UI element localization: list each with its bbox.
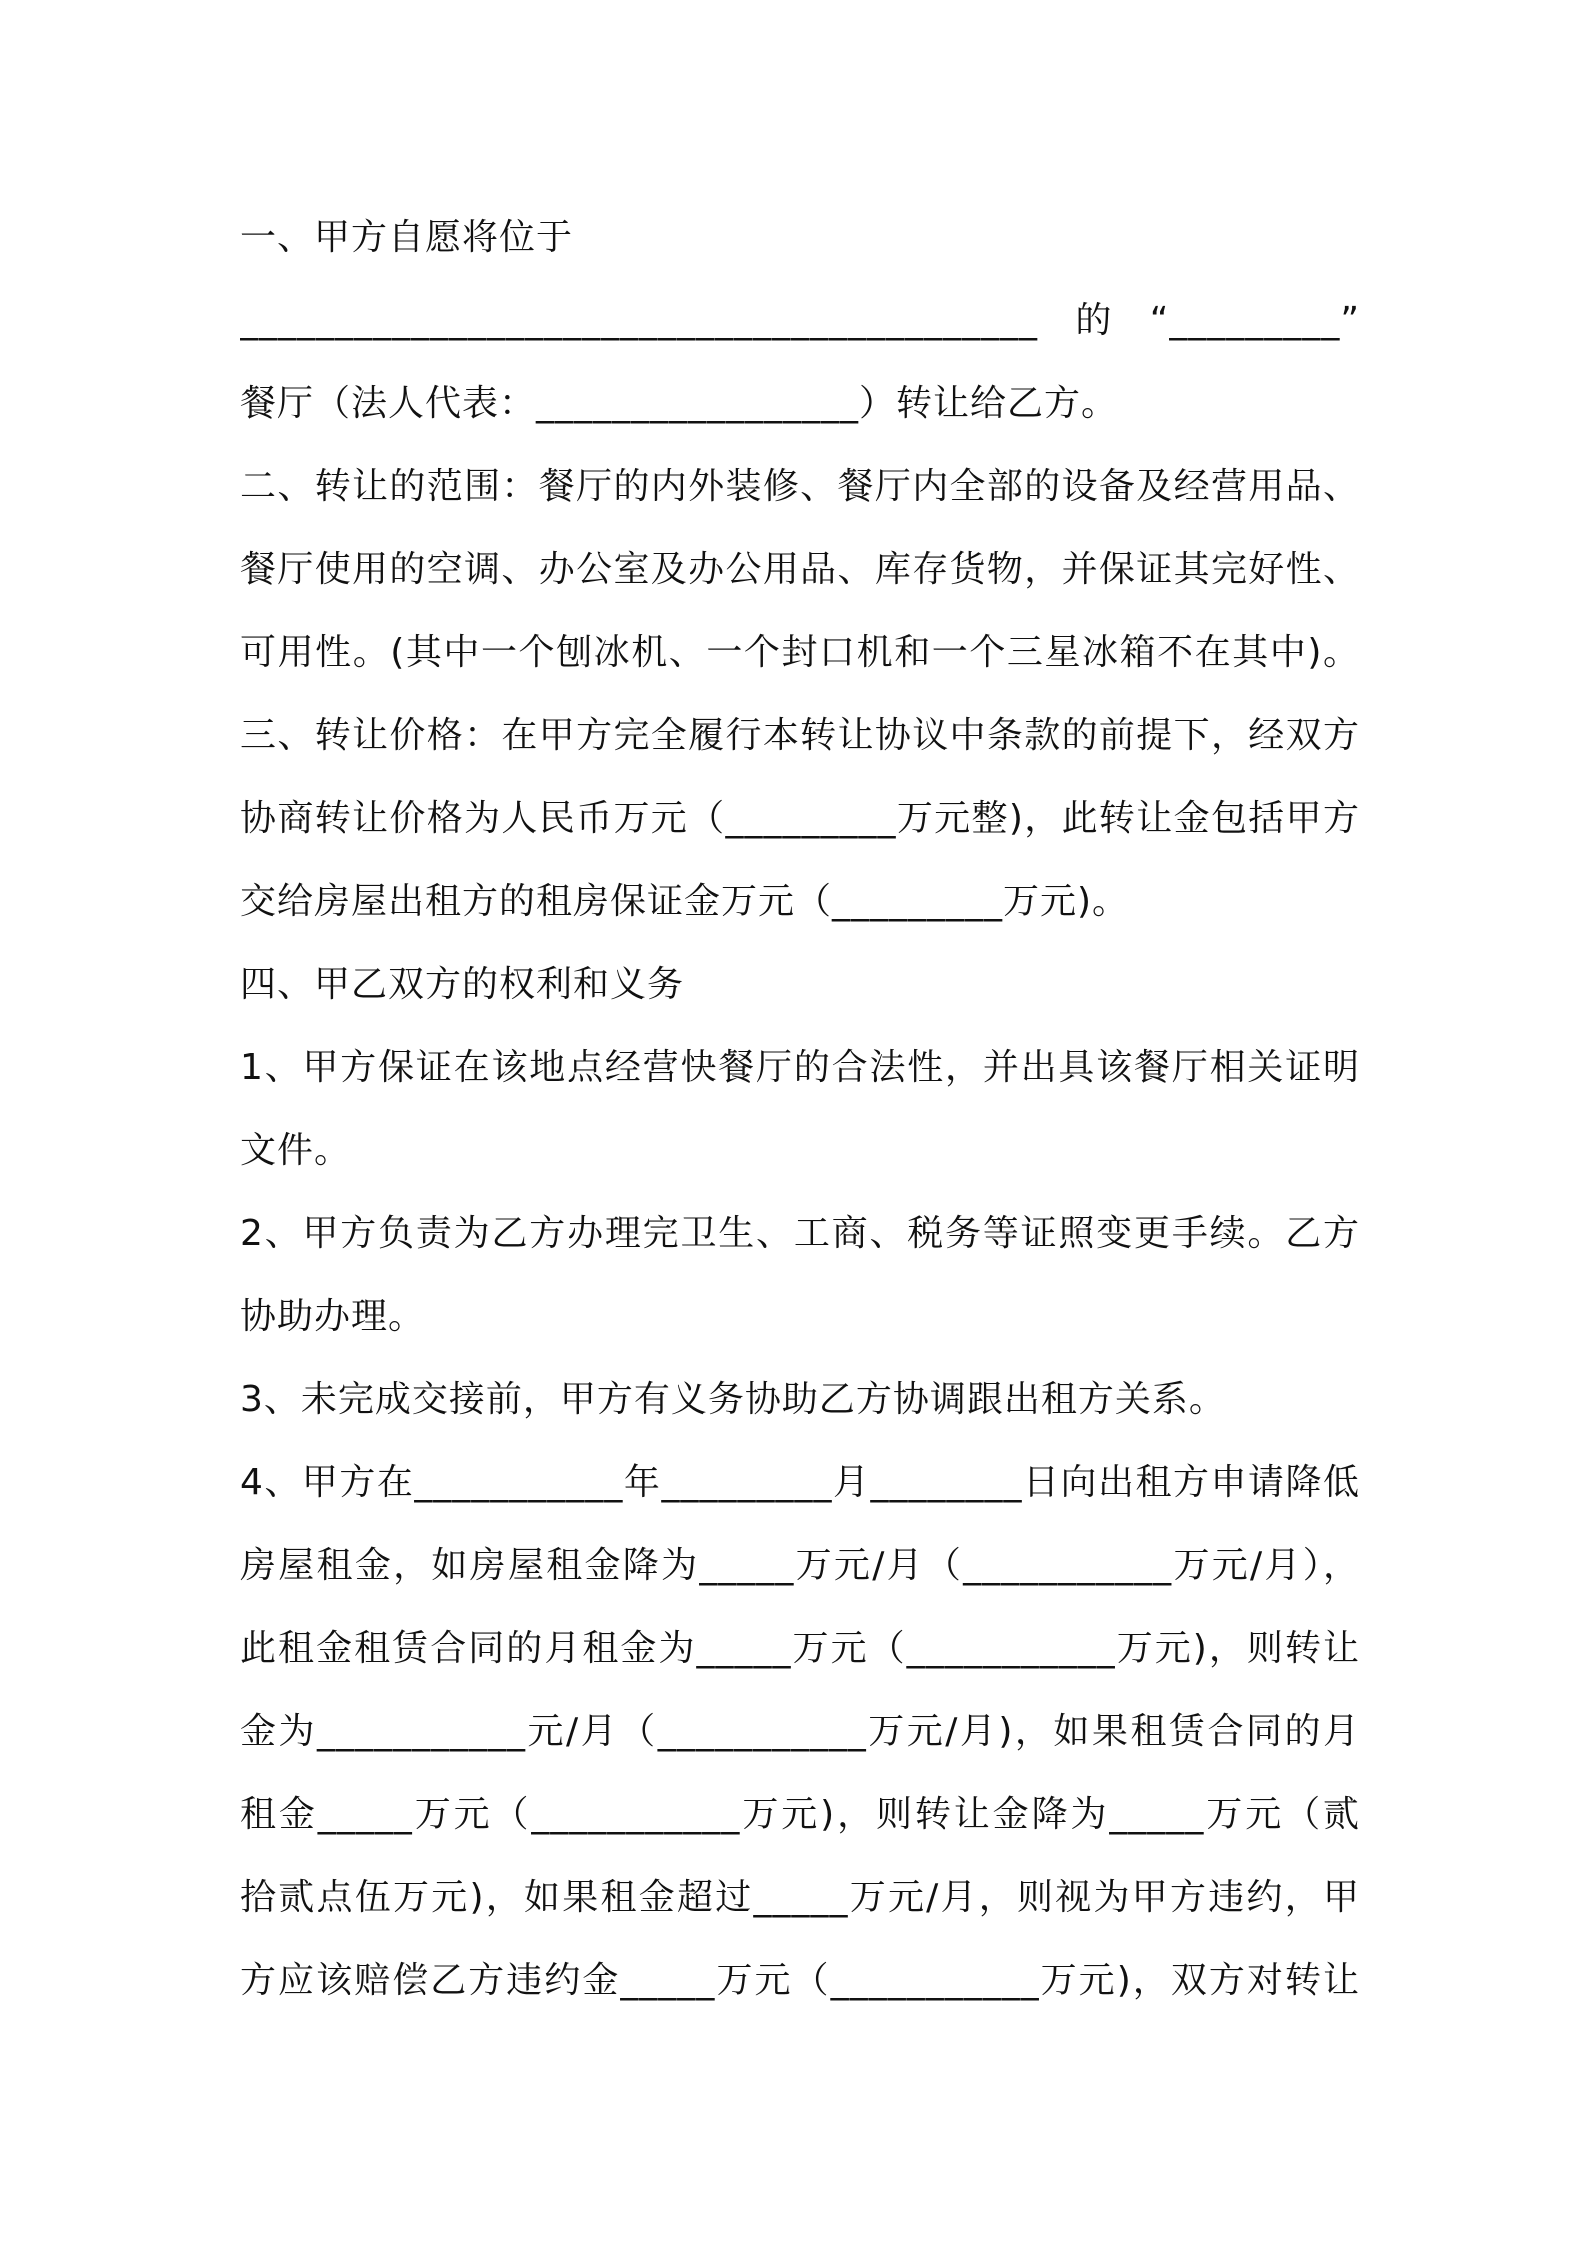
clause-1-representative: 餐厅（法人代表：_________________）转让给乙方。 — [240, 383, 1119, 424]
item-4-line-1: 4、甲方在___________年_________月________日向出租方申请降低 — [240, 1462, 1360, 1503]
item-4-line-3: 此租金租赁合同的月租金为_____万元（___________万元)，则转让 — [240, 1628, 1360, 1669]
clause-1-location-blank: __________________________________________的“_________” — [240, 300, 1360, 341]
document-body — [240, 196, 1360, 2022]
item-4-line-5: 租金_____万元（___________万元)，则转让金降为_____万元（贰 — [240, 1794, 1360, 1835]
clause-1-heading: 一、甲方自愿将位于 — [240, 217, 574, 258]
item-4-line-2: 房屋租金，如房屋租金降为_____万元/月（___________万元/月）， — [240, 1545, 1360, 1586]
item-2-line-1: 2、甲方负责为乙方办理完卫生、工商、税务等证照变更手续。乙方 — [240, 1213, 1360, 1254]
clause-3-line-1: 三、转让价格：在甲方完全履行本转让协议中条款的前提下，经双方 — [240, 715, 1360, 756]
clause-4-heading: 四、甲乙双方的权利和义务 — [240, 964, 685, 1005]
clause-2-line-2: 餐厅使用的空调、办公室及办公用品、库存货物，并保证其完好性、 — [240, 549, 1360, 590]
item-4-line-7: 方应该赔偿乙方违约金_____万元（___________万元)，双方对转让 — [240, 1960, 1360, 2001]
item-4-line-4: 金为___________元/月（___________万元/月)，如果租赁合同的月 — [240, 1711, 1360, 1752]
item-2-line-2: 协助办理。 — [240, 1296, 426, 1337]
clause-2-line-3: 可用性。(其中一个刨冰机、一个封口机和一个三星冰箱不在其中)。 — [240, 632, 1360, 673]
clause-3-line-3: 交给房屋出租方的租房保证金万元（_________万元)。 — [240, 881, 1130, 922]
item-4-line-6: 拾贰点伍万元)，如果租金超过_____万元/月，则视为甲方违约，甲 — [240, 1877, 1360, 1918]
item-3-line-1: 3、未完成交接前，甲方有义务协助乙方协调跟出租方关系。 — [240, 1379, 1226, 1420]
clause-3-line-2: 协商转让价格为人民币万元（_________万元整)，此转让金包括甲方 — [240, 798, 1360, 839]
clause-2-line-1: 二、转让的范围：餐厅的内外装修、餐厅内全部的设备及经营用品、 — [240, 466, 1360, 507]
item-1-line-2: 文件。 — [240, 1130, 352, 1171]
item-1-line-1: 1、甲方保证在该地点经营快餐厅的合法性，并出具该餐厅相关证明 — [240, 1047, 1360, 1088]
